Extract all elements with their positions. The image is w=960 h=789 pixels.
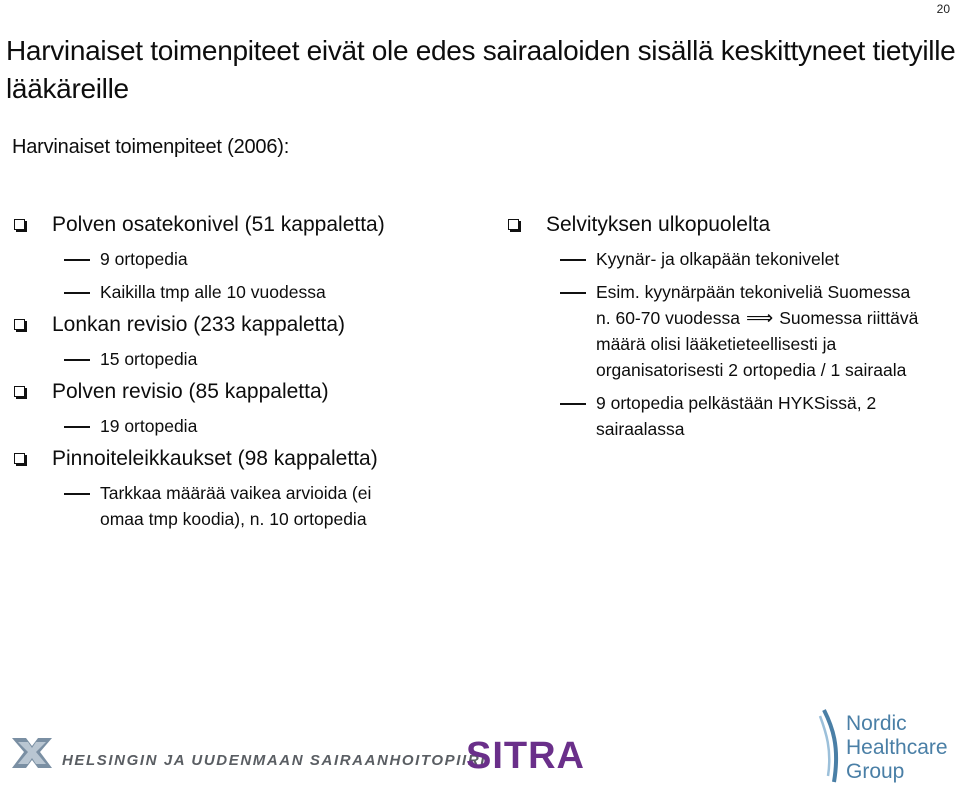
nordic-logo-line-1: Nordic [846,712,907,735]
dash-bullet-icon [64,493,90,495]
page-subtitle: Harvinaiset toimenpiteet (2006): [12,136,290,158]
nordic-healthcare-group-logo [818,706,958,786]
footer-logos [0,700,960,789]
dash-bullet-icon [560,259,586,261]
page-number: 20 [936,2,950,16]
list-subitem: Kyynär- ja olkapään tekonivelet [508,246,958,272]
list-subitem: Kaikilla tmp alle 10 vuodessa [14,279,484,305]
dash-bullet-icon [64,426,90,428]
hus-logo-text: HELSINGIN JA UUDENMAAN SAIRAANHOITOPIIRI [62,752,487,769]
list-subitem: Esim. kyynärpään tekoniveliä Suomessa n. 60-70 vuodessa ⟹ Suomessa riittävä määrä olisi lääketieteellisesti ja organisatorisesti 2 ortopedia / 1 sairaala [508,279,946,383]
checkbox-bullet-icon [14,386,25,397]
list-subitem: 9 ortopedia [14,246,484,272]
list-item: Pinnoiteleikkaukset (98 kappaletta) [14,446,484,472]
list-item: Polven revisio (85 kappaletta) [14,379,484,405]
page-title: Harvinaiset toimenpiteet eivät ole edes sairaaloiden sisällä keskittyneet tietyille lääkäreille [6,35,956,104]
dash-bullet-icon [64,292,90,294]
checkbox-bullet-icon [508,219,519,230]
list-subitem: 19 ortopedia [14,413,484,439]
list-subitem: Tarkkaa määrää vaikea arvioida (ei omaa tmp koodia), n. 10 ortopedia [14,480,400,532]
hus-cross-icon [8,732,56,776]
list-subitem: 9 ortopedia pelkästään HYKSissä, 2 sairaalassa [508,390,926,442]
nordic-logo-line-3: Group [846,760,905,783]
dash-bullet-icon [64,259,90,261]
list-subitem: 15 ortopedia [14,346,484,372]
list-item: Polven osatekonivel (51 kappaletta) [14,212,484,238]
right-column [508,212,958,449]
checkbox-bullet-icon [14,219,25,230]
nordic-swoosh-icon [818,706,848,786]
hus-logo [8,732,56,781]
list-item: Lonkan revisio (233 kappaletta) [14,312,484,338]
checkbox-bullet-icon [14,319,25,330]
nordic-logo-line-2: Healthcare [846,736,948,759]
sitra-logo [466,736,606,781]
dash-bullet-icon [560,292,586,294]
list-item: Selvityksen ulkopuolelta [508,212,958,238]
checkbox-bullet-icon [14,453,25,464]
dash-bullet-icon [560,403,586,405]
implies-arrow-icon: ⟹ [746,307,774,329]
left-column [14,212,484,539]
dash-bullet-icon [64,359,90,361]
sitra-logo-text: SITRA [466,736,585,776]
